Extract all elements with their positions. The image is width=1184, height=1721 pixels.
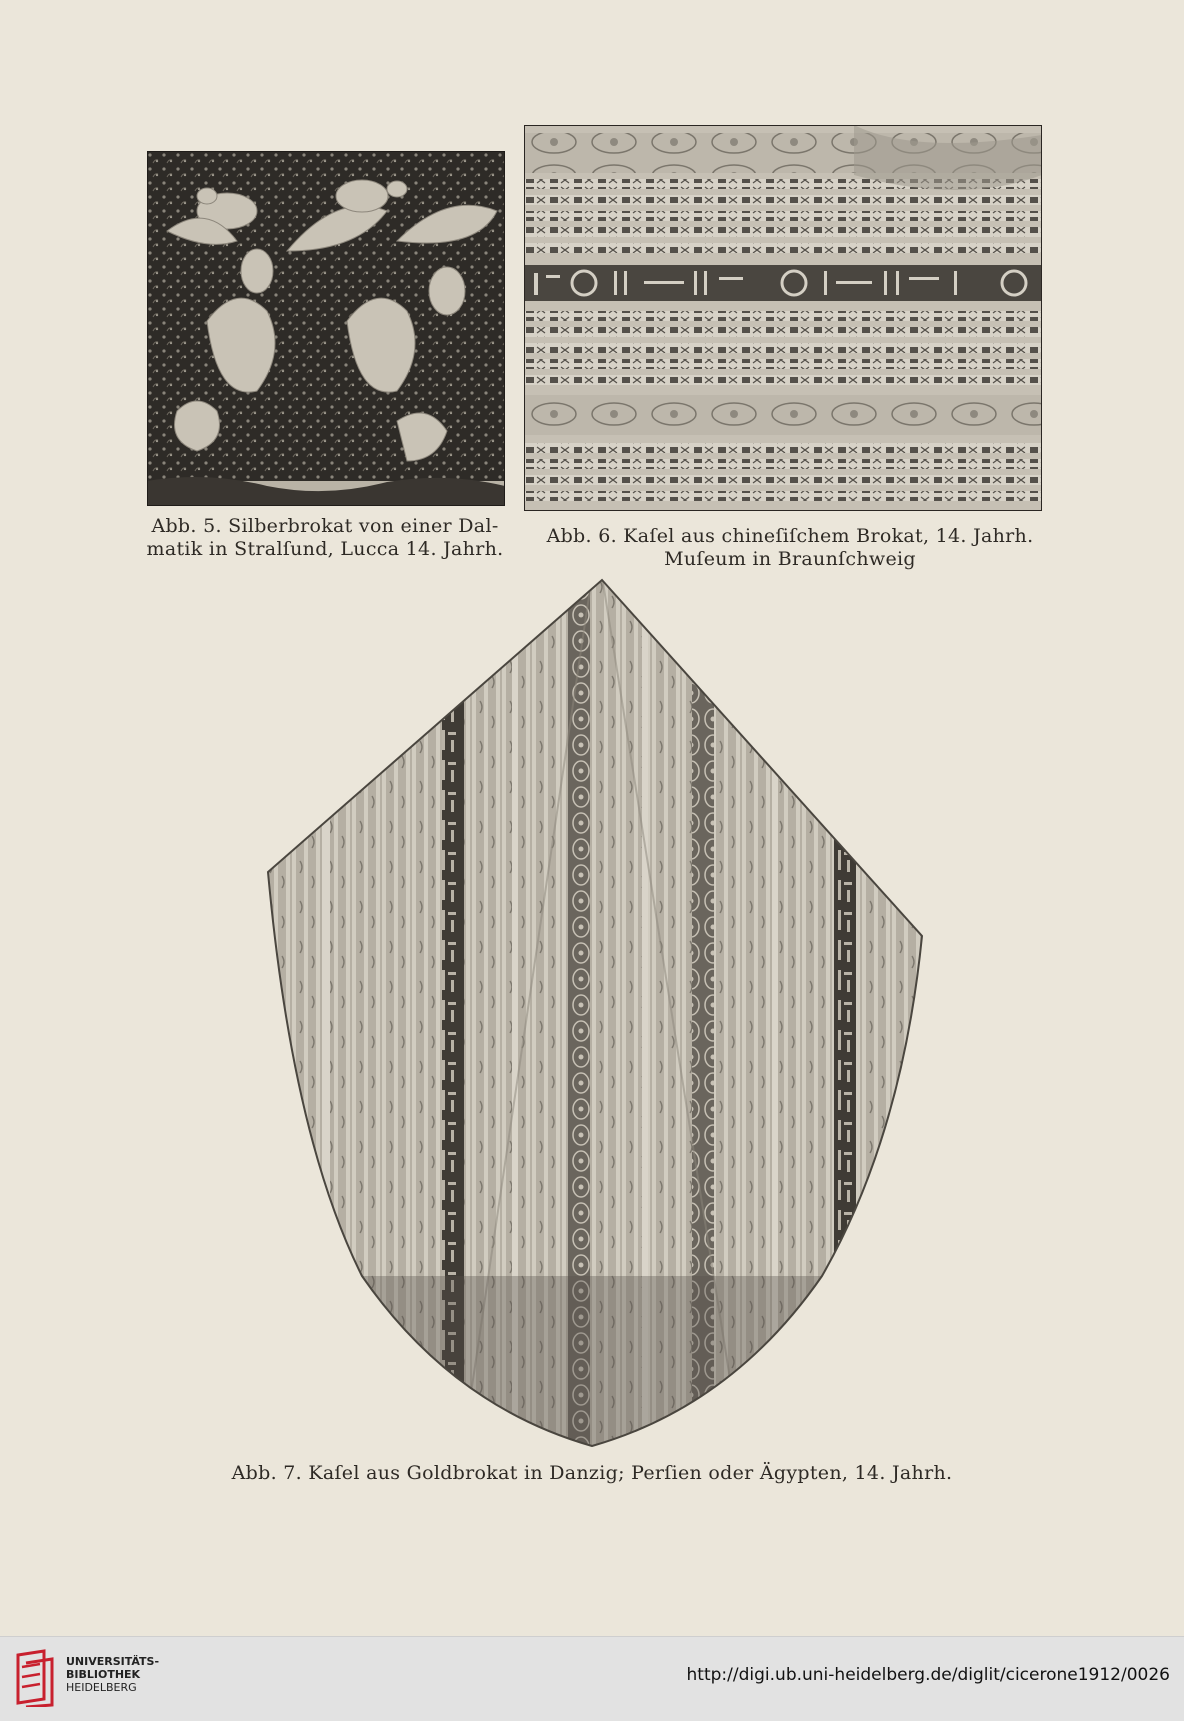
figure-5-caption [128,515,522,561]
source-url-link[interactable]: http://digi.ub.uni-heidelberg.de/diglit/cicerone1912/0026 [686,1665,1170,1685]
figure-7-caption-text: Abb. 7. Kaſel aus Goldbrokat in Danzig; Perſien oder Ägypten, 14. Jahrh. [231,1462,953,1484]
figure-5-caption-line-1: Abb. 5. Silberbrokat von einer Dal- [151,515,499,537]
library-footer [0,1636,1184,1721]
figure-5-image [147,151,505,506]
library-name [66,1655,159,1694]
chasuble-image [262,576,924,1454]
figure-6-caption-line-2: Muſeum in Braunſchweig [664,548,916,570]
library-name-line-3: HEIDELBERG [66,1681,137,1694]
striped-brocade-image [524,125,1042,511]
figure-7-image [262,576,924,1454]
figure-6-image [524,125,1042,511]
library-logo-icon [14,1649,60,1711]
figure-6-caption-line-1: Abb. 6. Kaſel aus chineſiſchem Brokat, 14. Jahrh. [546,525,1034,547]
brocade-birds-image [147,151,505,506]
figure-6-caption [540,525,1040,571]
figure-5-caption-line-2: matik in Stralſund, Lucca 14. Jahrh. [146,538,504,560]
figure-7-caption [160,1462,1024,1485]
library-name-line-1: UNIVERSITÄTS- [66,1655,160,1668]
library-name-line-2: BIBLIOTHEK [66,1668,141,1681]
